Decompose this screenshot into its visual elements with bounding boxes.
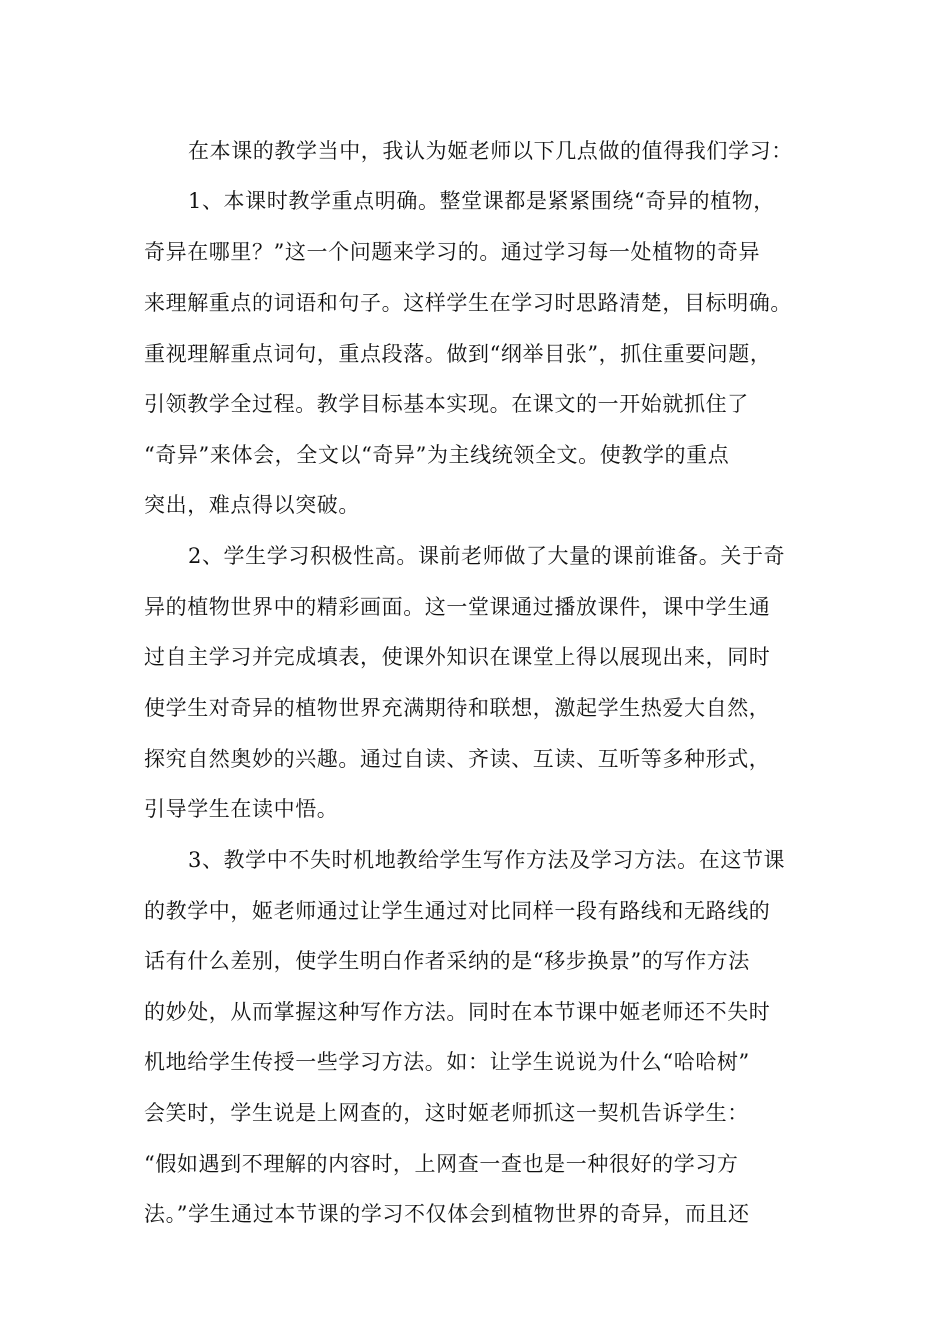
text-line: 1、本课时教学重点明确。整堂课都是紧紧围绕“奇异的植物， [188, 189, 775, 213]
text-line: 机地给学生传授一些学习方法。如：让学生说说为什么“哈哈树” [144, 1050, 750, 1074]
text-line: 奇异在哪里？”这一个问题来学习的。通过学习每一处植物的奇异 [144, 240, 761, 264]
text-line: 话有什么差别，使学生明白作者采纳的是“移步换景”的写作方法 [144, 949, 750, 973]
text-line: 重视理解重点词句，重点段落。做到“纲举目张”，抓住重要问题， [144, 342, 772, 366]
text-line: 使学生对奇异的植物世界充满期待和联想，激起学生热爱大自然， [144, 696, 771, 720]
text-line: 引领教学全过程。教学目标基本实现。在课文的一开始就抓住了 [144, 392, 749, 416]
text-line: 2、学生学习积极性高。课前老师做了大量的课前谁备。关于奇 [188, 544, 786, 568]
text-line: 3、教学中不失时机地教给学生写作方法及学习方法。在这节课 [188, 848, 786, 872]
text-line: 会笑时，学生说是上网查的，这时姬老师抓这一契机告诉学生： [144, 1101, 749, 1125]
text-line: 突出，难点得以突破。 [144, 493, 360, 517]
text-line: 来理解重点的词语和句子。这样学生在学习时思路清楚，目标明确。 [144, 291, 792, 315]
text-line: 在本课的教学当中，我认为姬老师以下几点做的值得我们学习： [188, 139, 793, 163]
text-line: 异的植物世界中的精彩画面。这一堂课通过播放课件，课中学生通 [144, 595, 771, 619]
text-line: 法。”学生通过本节课的学习不仅体会到植物世界的奇异，而且还 [144, 1202, 750, 1226]
text-line: 引导学生在读中悟。 [144, 797, 339, 821]
text-line: “奇异”来体会，全文以“奇异”为主线统领全文。使教学的重点 [144, 443, 730, 467]
text-line: 探究自然奥妙的兴趣。通过自读、齐读、互读、互听等多种形式， [144, 747, 771, 771]
text-line: “假如遇到不理解的内容时，上网查一查也是一种很好的学习方 [144, 1152, 739, 1176]
text-line: 过自主学习并完成填表，使课外知识在课堂上得以展现出来，同时 [144, 645, 771, 669]
text-line: 的教学中，姬老师通过让学生通过对比同样一段有路线和无路线的 [144, 899, 771, 923]
text-line: 的妙处，从而掌握这种写作方法。同时在本节课中姬老师还不失时 [144, 1000, 771, 1024]
